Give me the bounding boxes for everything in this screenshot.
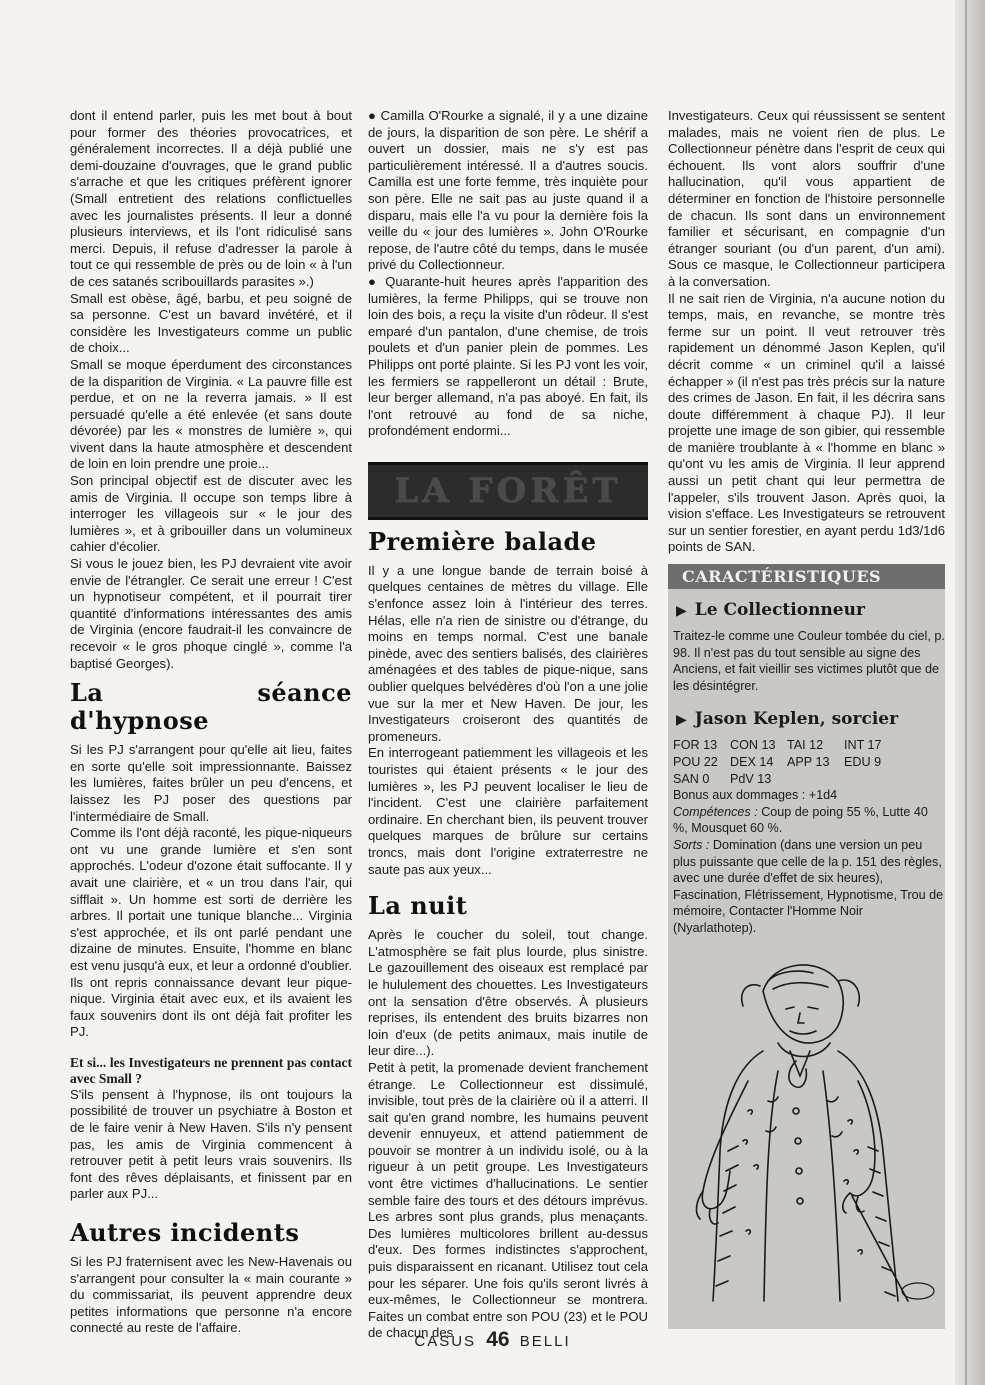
- character-heading: [676, 599, 945, 622]
- section-heading: Autres incidents: [70, 1218, 300, 1248]
- section-heading: La nuit: [368, 891, 468, 921]
- spells-label: Sorts :: [673, 837, 710, 852]
- character-description: Traitez-le comme une Couleur tombée du ciel, p. 98. Il n'est pas du tout sensible au signe des Anciens, et fait vieillir ses victimes plutôt que de les désintégrer.: [673, 629, 945, 693]
- paragraph: S'ils pensent à l'hypnose, ils ont toujours la possibilité de trouver un psychiatre à Boston et de le faire venir à New Haven. S'ils n'y pensent pas, les amis de Virginia commencent à retrouver petit à petit leurs vrais souvenirs. Ils font des rêves déplaisants, et finissent par en parler aux PJ...: [70, 1086, 352, 1202]
- damage-bonus: Bonus aux dommages : +1d4: [673, 788, 838, 803]
- bullet-item: [368, 274, 648, 440]
- banner-title: LA FORÊT: [394, 470, 622, 511]
- stat: INT 17: [844, 738, 882, 753]
- paragraph: Si vous le jouez bien, les PJ devraient vite avoir envie de l'étrangler. Ce serait une erreur ! C'est un hypnotiseur compétent, et il pourrait tirer quantité d'informations intéressantes des amis de Virginia (encore faudrait-il les convaincre de recevoir « le gros phoque cinglé », comme l'a baptisé Georges).: [70, 556, 352, 671]
- page-fold-line: [965, 0, 967, 1385]
- paragraph: Il ne sait rien de Virginia, n'a aucune notion du temps, mais, en revanche, se montre très ferme sur un point. Il veut retrouver très rapidement un dénommé Jason Keplen, qu'il décrit comme « un criminel qu'il a laissé échapper » (il n'est pas très précis sur la nature des crimes de Jason. En fait, il les décrira sans doute différemment à chaque PJ). Il leur projette une image de son gibier, qui ressemble de manière troublante à « l'homme en blanc » qu'ont vu les amis de Virginia. Il leur apprend aussi un petit chant qui leur permettra de l'appeler, s'ils trouvent Jason. Après quoi, la vision s'efface. Les Investigateurs se retrouvent sur un sentier forestier, en ayant perdu 1d3/1d6 points de SAN.: [668, 290, 945, 555]
- signature-mark: [902, 1283, 934, 1299]
- box-title: CARACTÉRISTIQUES: [668, 564, 945, 589]
- stats-row: [673, 754, 945, 771]
- stats-block: [673, 737, 945, 787]
- stat: FOR 13: [673, 738, 718, 753]
- triangle-right-icon: ▶: [676, 712, 687, 729]
- character-name: Jason Keplen, sorcier: [694, 709, 899, 730]
- paragraph: Small se moque éperdument des circonstances de la disparition de Virginia. « La pauvre fille est perdue, et on ne la reverra jamais. » Il est persuadé qu'elle a été enlevée (et sans doute dévorée) par les « monstres de lumière », qui vivent dans la haute atmosphère et descendent de loin en loin prendre une proie...: [70, 356, 352, 472]
- sorcerer-illustration: [668, 951, 945, 1319]
- page-edge-shadow: [955, 0, 985, 1385]
- paragraph: Il y a une longue bande de terrain boisé à quelques centaines de mètres du village. Elle s'enfonce assez loin à l'intérieur des terres. Hélas, elle n'a rien de sinistre ou d'étrange, du moins en temps normal. C'est une banale pinède, avec des sentiers balisés, des clairières aménagées et des tables de pique-nique, sans oublier quelques belvédères d'où l'on a une jolie vue sur la mer et New Haven. De jour, les Investigateurs croiseront des quantités de promeneurs.: [368, 562, 648, 744]
- paragraph: Son principal objectif est de discuter avec les amis de Virginia. Il occupe son temps libre à interroger les villageois sur « le jour des lumières », et à gribouiller dans un volumineux cahier d'écolier.: [70, 473, 352, 555]
- page-footer: [0, 1328, 985, 1352]
- paragraph: Investigateurs. Ceux qui réussissent se sentent malades, mais ne voient rien de plus. Le Collectionneur pénètre dans l'esprit de ceux qui échouent. Ils vont alors souffrir d'une hallucination, qu'il vous appartient de déterminer en fonction de l'histoire personnelle de chacun. Ils sont dans un environnement familier et sécurisant, en compagnie d'un étranger souriant (ou d'un parent, d'un ami). Sous ce masque, le Collectionneur participera à la conversation.: [668, 108, 945, 289]
- bullet-text: Quarante-huit heures après l'apparition des lumières, la ferme Philipps, qui se trouve non loin des bois, a reçu la visite d'un rôdeur. Il s'est emparé d'un pantalon, d'une chemise, de trois poulets et d'un panier plein de pommes. Les Philipps ont porté plainte. Si les PJ vont les voir, les fermiers se rappelleront un détail : Brute, leur berger allemand, n'a pas aboyé. En fait, ils l'ont retrouvé au fond de sa niche, profondément endormi...: [368, 273, 648, 439]
- subheading: Et si... les Investigateurs ne prennent pas contact avec Small ?: [70, 1054, 352, 1086]
- character-heading: [676, 708, 945, 731]
- paragraph: Petit à petit, la promenade devient franchement étrange. Le Collectionneur est dissimulé, invisible, tout près de la clairière où il a atterri. Il sait qu'en grand nombre, les humains peuvent devenir ennuyeux, et attend patiemment de pouvoir se montrer à un individu isolé, ou à la rigueur à un petit groupe. Les Investigateurs vont être victimes d'hallucinations. Le sentier semble faire des tours et des détours imprévus. Les arbres sont plus grands, plus menaçants. Des lumières multicolores brillent au-dessus d'eux. Des formes indistinctes s'approchent, puis disparaissent en ricanant. Utilisez tout cela pour les séparer. Une fois qu'ils seront livrés à eux-mêmes, le Collectionneur se montrera. Faites un combat entre son POU (23) et le POU de chacun des: [368, 1059, 648, 1341]
- paragraph: Si les PJ s'arrangent pour qu'elle ait lieu, faites en sorte qu'elle soit impressionnante. Baissez les lumières, faites brûler un peu d'encens, et laissez les PJ poser des questions par l'intermédiaire de Small.: [70, 742, 352, 824]
- paragraph: Si les PJ fraternisent avec les New-Havenais ou s'arrangent pour consulter la « main courante » du commissariat, ils peuvent apprendre deux petites informations que personne n'a encore connecté au reste de l'affaire.: [70, 1254, 352, 1336]
- stat: APP 13: [787, 755, 830, 769]
- stats-row: [673, 771, 945, 788]
- bullet-item: [368, 108, 648, 274]
- paragraph: En interrogeant patiemment les villageois et les touristes qui étaient présents « le jour des lumières », les PJ peuvent localiser le lieu de l'incident. C'est une clairière parfaitement ordinaire. En cherchant bien, ils peuvent trouver quelques marques de brûlure sur certains troncs, mais dont l'origine extraterrestre ne saute pas aux yeux...: [368, 745, 648, 877]
- column-2: [368, 108, 648, 1342]
- characteristics-box: [668, 564, 945, 1329]
- triangle-right-icon: ▶: [676, 603, 687, 620]
- sorcerer-drawing: [668, 951, 945, 1319]
- stats-row: [673, 737, 945, 754]
- character-name: Le Collectionneur: [694, 600, 865, 621]
- section-heading: Première balade: [368, 526, 597, 556]
- stat: DEX 14: [730, 755, 774, 769]
- section-banner: [368, 462, 648, 520]
- column-3: [668, 108, 945, 1329]
- paragraph: dont il entend parler, puis les met bout à bout pour former des théories provocatrices, et généralement incorrectes. Il a déjà publié une demi-douzaine d'ouvrages, que le grand public s'arrache et que les critiques préfèrent ignorer (Small entretient des relations conflictuelles avec les journalistes présents. Il leur a donné plusieurs interviews, et ils l'ont ridiculisé sans merci. Depuis, il refuse d'adresser la parole à tout ce qui ressemble de près ou de loin « à l'un de ces satanés scribouillards parasites ».): [70, 108, 352, 289]
- stat: SAN 0: [673, 771, 710, 786]
- paragraph: Comme ils l'ont déjà raconté, les pique-niqueurs ont vu une grande lumière et s'en sont approchés. L'odeur d'ozone était suffocante. Il y avait une clairière, et « un trou dans l'air, qui sifflait ». Un homme est sorti de derrière les arbres. Il portait une tunique blanche... Virginia s'est approchée, et ils ont parlé pendant une dizaine de minutes. Ensuite, l'homme en blanc est venu jusqu'à eux, et leur a ordonné d'oublier. Ils ont repris connaissance devant leur pique-nique. Virginia était avec eux, et ils avaient les faux souvenirs dont ils ont déjà fait profiter les PJ.: [70, 825, 352, 1040]
- magazine-name-right: BELLI: [519, 1333, 571, 1350]
- magazine-name-left: CASUS: [414, 1333, 477, 1350]
- section-heading: La séance d'hypnose: [70, 678, 352, 736]
- stat: POU 22: [673, 755, 718, 769]
- skills: [673, 804, 945, 837]
- spells-text: Domination (dans une version un peu plus puissante que celle de la p. 151 des règles, avec une durée d'effet de six heures), Fascination, Flétrissement, Hypnotisme, Trou de mémoire, Contacter l'Homme Noir (Nyarlathotep).: [673, 837, 944, 935]
- paragraph: Small est obèse, âgé, barbu, et peu soigné de sa personne. C'est un bavard invétéré, et il considère les Investigateurs comme un public de choix...: [70, 290, 352, 356]
- skills-text: Coup de poing 55 %, Lutte 40 %, Mousquet 60 %.: [673, 804, 928, 836]
- stat: CON 13: [730, 738, 776, 753]
- skills-label: Compétences :: [673, 804, 758, 819]
- bullet-text: Camilla O'Rourke a signalé, il y a une dizaine de jours, la disparition de son père. Le shérif a ouvert un dossier, mais ne s'y est pas particulièrement intéressé. Il a d'autres soucis. Camilla est une forte femme, très inquiète pour son père. Elle ne sait pas au juste quand il a disparu, mais elle l'a vu pour la dernière fois la veille du « jour des lumières ». John O'Rourke repose, de l'autre côté du temps, dans le musée privé du Collectionneur.: [368, 108, 648, 273]
- column-1: [70, 108, 352, 1337]
- page-number: 46: [486, 1328, 510, 1351]
- bullet-icon: ●: [368, 108, 381, 123]
- spells: [673, 837, 945, 937]
- stat: EDU 9: [844, 755, 882, 769]
- stat: PdV 13: [730, 771, 772, 786]
- paragraph: Après le coucher du soleil, tout change. L'atmosphère se fait plus lourde, plus sinistre. Le gazouillement des oiseaux est remplacé par le hululement des chouettes. Les Investigateurs ont la sensation d'être observés. À plusieurs reprises, ils entendent des bruits bizarres non loin d'eux (de petits animaux, mais inutile de leur dire...).: [368, 927, 648, 1059]
- bullet-icon: ●: [368, 273, 386, 289]
- stat: TAI 12: [787, 738, 824, 753]
